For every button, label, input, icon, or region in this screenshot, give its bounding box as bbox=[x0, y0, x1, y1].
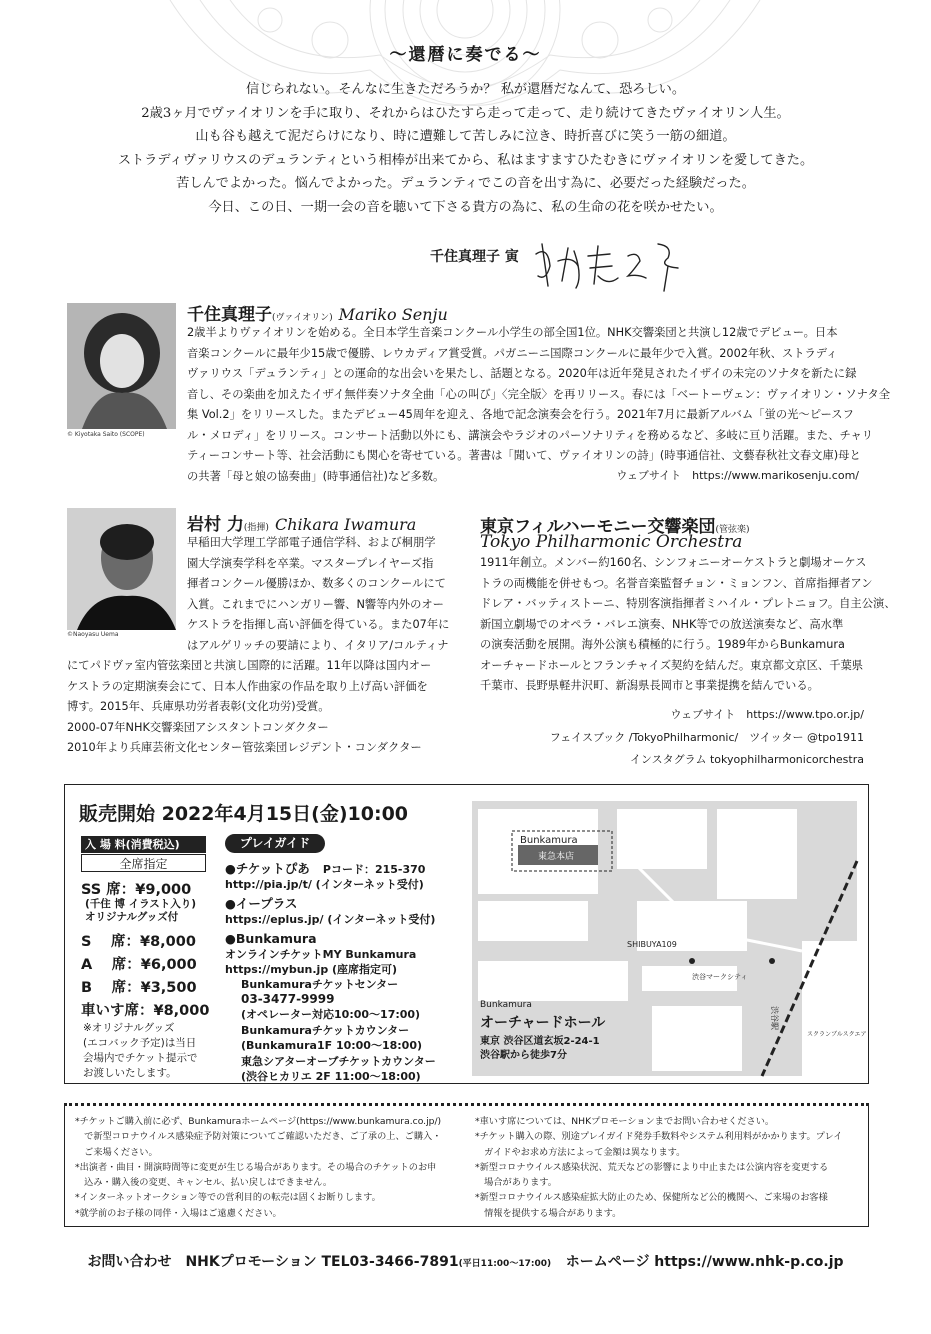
playguide-pia bbox=[225, 858, 425, 892]
orb-ticket-counter bbox=[241, 1054, 436, 1084]
bio-line: 2歳半よりヴァイオリンを始める。全日本学生音楽コンクール小学生の部全国1位。NHK交響楽団と共演し12歳でデビュー。日本 bbox=[187, 326, 838, 339]
tpo-website-link[interactable]: ウェブサイト https://www.tpo.or.jp/ bbox=[670, 708, 864, 721]
bio-line: はアルゲリッチの要請により、イタリア/コルティナ bbox=[187, 638, 449, 652]
tpo-social-links[interactable]: フェイスブック /TokyoPhilharmonic/ ツイッター @tpo1911 bbox=[549, 731, 864, 744]
tpo-name: 東京フィルハーモニー交響楽団 bbox=[480, 517, 716, 537]
bio-line: 新国立劇場でのオペラ・バレエ演奏、NHK等での放送演奏など、高水準 bbox=[480, 617, 844, 631]
price-header: 入 場 料(消費税込) bbox=[81, 836, 206, 853]
goods-note bbox=[83, 1021, 198, 1081]
senju-website-link[interactable]: ウェブサイト https://www.marikosenju.com/ bbox=[616, 469, 859, 482]
ticket-center-name: Bunkamuraチケットセンター bbox=[241, 978, 399, 991]
note-line: *就学前のお子様の同伴・入場はご遠慮ください。 bbox=[75, 1207, 282, 1219]
price-a: A 席：¥6,000 bbox=[81, 957, 197, 973]
contact-hours: (平日11:00〜17:00) bbox=[458, 1259, 552, 1269]
note-line: ご来場ください。 bbox=[75, 1146, 158, 1158]
sale-start: 販売開始 2022年4月15日(金)10:00 bbox=[79, 803, 409, 825]
handwritten-signature bbox=[528, 236, 688, 296]
hall-address bbox=[480, 1035, 600, 1063]
senju-role: (ヴァイオリン) bbox=[272, 313, 333, 323]
goods-note-line: 会場内でチケット提示で bbox=[83, 1052, 198, 1064]
map-label-tokyu: 東急本店 bbox=[538, 852, 575, 862]
iwamura-bio-wide bbox=[67, 656, 457, 759]
note-line: *チケット購入の際、別途プレイガイド発券手数料やシステム利用料がかかります。プレイ bbox=[475, 1131, 843, 1143]
hall-address-line: 東京 渋谷区道玄坂2-24-1 bbox=[480, 1036, 600, 1047]
playguide-name: ●チケットぴあ bbox=[225, 861, 310, 876]
bio-line: 博す。2015年、兵庫県功労者表彰(文化功労)受賞。 bbox=[67, 700, 330, 713]
bio-line: ケストラを指揮し高い評価を得ている。また07年に bbox=[187, 618, 450, 631]
bio-line: ティーコンサート等、社会活動にも関心を寄せている。著書は「聞いて、ヴァイオリンの詩」(時事通信社、文藝春秋社文春文庫)母と bbox=[187, 449, 861, 462]
playguide-bunkamura bbox=[225, 928, 416, 977]
notes-left bbox=[75, 1114, 441, 1221]
goods-note-line: ※オリジナルグッズ bbox=[83, 1022, 175, 1034]
poem-line: 信じられない。そんなに生きただろうか？ 私が還暦だなんて、恐ろしい。 bbox=[245, 82, 686, 97]
senju-name-heading bbox=[187, 300, 448, 325]
ticket-info-box bbox=[64, 784, 869, 1084]
playguide-header: プレイガイド bbox=[225, 834, 325, 853]
notes-box bbox=[64, 1103, 869, 1227]
ticket-counter-hours: (Bunkamura1F 10:00〜18:00) bbox=[241, 1039, 423, 1052]
map-label-shibuya109: SHIBUYA109 bbox=[627, 940, 677, 949]
price-wheelchair: 車いす席：¥8,000 bbox=[81, 1003, 210, 1019]
bio-line: 入賞。これまでにハンガリー響、N響等内外のオー bbox=[187, 597, 444, 611]
iwamura-role: (指揮) bbox=[243, 523, 269, 533]
bio-line: トラの両機能を併せもつ。名誉音楽監督チョン・ミョンフン、首席指揮者アン bbox=[480, 576, 873, 590]
bunkamura-ticket-center bbox=[241, 977, 420, 1022]
playguide-name: ●イープラス bbox=[225, 896, 298, 911]
playguide-eplus bbox=[225, 893, 435, 927]
tpo-roman-name: Tokyo Philharmonic Orchestra bbox=[480, 532, 743, 552]
bio-line: の共著「母と娘の協奏曲」(時事通信社)など多数。 bbox=[187, 469, 445, 483]
note-line: ガイドやお求め方法によって金額は異なります。 bbox=[475, 1146, 686, 1158]
note-line: *新型コロナウイルス感染症拡大防止のため、保健所など公的機関へ、ご来場のお客様 bbox=[475, 1192, 828, 1204]
bio-line: ヴァリウス「デュランティ」との運命的な出会いを果たし、話題となる。2020年は近年発見されたイザイの未完のソナタを新たに録 bbox=[187, 367, 857, 380]
note-line: *チケットご購入前に必ず、Bunkamuraホームページ(https://www.bunkamura.co.jp/) bbox=[75, 1116, 442, 1127]
senju-bio bbox=[187, 323, 891, 487]
bio-line: 園大学演奏学科を卒業。マスタープレイヤーズ指 bbox=[187, 556, 434, 570]
ticket-center-hours: (オペレーター対応10:00〜17:00) bbox=[241, 1008, 421, 1021]
pia-url[interactable]: http://pia.jp/t/ (インターネット受付) bbox=[225, 878, 424, 891]
map-label-scramble: スクランブルスクエア bbox=[807, 1031, 867, 1038]
ss-note-line: オリジナルグッズ付 bbox=[85, 911, 179, 923]
bio-line: オーチャードホールとフランチャイズ契約を結んだ。東京都文京区、千葉県 bbox=[480, 658, 864, 672]
note-line: *出演者・曲目・開演時間等に変更が生じる場合があります。その場合のチケットのお申 bbox=[75, 1161, 437, 1173]
iwamura-name-heading bbox=[187, 510, 416, 535]
note-line: *インターネットオークション等での営利目的の転売は固くお断りします。 bbox=[75, 1192, 381, 1204]
price-b: B 席：¥3,500 bbox=[81, 980, 197, 996]
bio-line: 千葉市、長野県軽井沢町、新潟県長岡市と事業提携を結んでいる。 bbox=[480, 679, 819, 692]
bio-line: 2010年より兵庫芸術文化センター管弦楽団レジデント・コンダクター bbox=[67, 741, 422, 754]
note-line: 場合があります。 bbox=[475, 1177, 557, 1189]
bio-line: ル・メロディ」をリリース。コンサート活動以外にも、講演会やラジオのパーソナリティを務めるなど、多岐に亘り活躍。また、チャリ bbox=[187, 428, 874, 442]
senju-name: 千住真理子 bbox=[187, 305, 272, 325]
tpo-bio bbox=[480, 553, 896, 697]
bio-line: 早稲田大学理工学部電子通信学科、および桐朋学 bbox=[187, 536, 436, 549]
iwamura-photo-credit: ©Naoyasu Uema bbox=[67, 631, 119, 638]
hall-address-line: 渋谷駅から徒歩7分 bbox=[480, 1050, 567, 1061]
poem-line: 今日、この日、一期一会の音を聴いて下さる貴方の為に、私の生命の花を咲かせたい。 bbox=[208, 199, 723, 215]
poem-line: ストラディヴァリウスのデュランティという相棒が出来てから、私はますますひたむきにヴァイオリンを愛してきた。 bbox=[117, 152, 814, 168]
eplus-url[interactable]: https://eplus.jp/ (インターネット受付) bbox=[225, 913, 436, 926]
poem-line: 山も谷も越えて泥だらけになり、時に遭難して苦しみに泣き、時折喜びに笑う一筋の細道。 bbox=[195, 129, 736, 145]
iwamura-photo bbox=[67, 508, 176, 630]
iwamura-roman-name: Chikara Iwamura bbox=[274, 515, 417, 534]
bio-line: 音し、その楽曲を加えたイザイ無伴奏ソナタ全曲「心の叫び」〈完全版〉を再リリース。春には「ベートーヴェン：ヴァイオリン・ソナタ全 bbox=[187, 387, 891, 401]
tpo-roman-heading bbox=[480, 532, 742, 552]
pia-pcode: Pコード：215-370 bbox=[322, 863, 426, 876]
poem-title: 〜還暦に奏でる〜 bbox=[389, 45, 542, 65]
note-line: 情報を提供する場合があります。 bbox=[475, 1207, 622, 1219]
ss-note-line: (千住 博 イラスト入り) bbox=[85, 898, 197, 910]
ticket-counter-name: Bunkamuraチケットカウンター bbox=[241, 1024, 410, 1037]
bio-line: 揮者コンクール優勝ほか、数多くのコンクールにて bbox=[187, 577, 446, 590]
price-ss: SS 席：¥9,000 bbox=[81, 882, 192, 898]
bio-line: にてパドヴァ室内管弦楽団と共演し国際的に活躍。11年以降は国内オー bbox=[67, 659, 432, 672]
seat-type: 全席指定 bbox=[81, 854, 206, 872]
senju-photo-credit: © Kiyotaka Saito (SCOPE) bbox=[67, 431, 145, 438]
bio-line: ケストラの定期演奏会にて、日本人作曲家の作品を取り上げ高い評価を bbox=[67, 679, 428, 693]
notes-right bbox=[475, 1114, 842, 1221]
poem-signature-name: 千住真理子 寅 bbox=[430, 249, 519, 265]
orb-counter-name: 東急シアターオーブチケットカウンター bbox=[241, 1055, 436, 1068]
mybun-url[interactable]: https://mybun.jp (座席指定可) bbox=[225, 963, 398, 976]
bio-line: の演奏活動を展開。海外公演も積極的に行う。1989年からBunkamura bbox=[480, 638, 845, 651]
senju-photo bbox=[67, 303, 176, 429]
iwamura-bio-narrow bbox=[187, 533, 457, 656]
homepage-link[interactable]: ホームページ https://www.nhk-p.co.jp bbox=[565, 1254, 844, 1270]
hall-name: オーチャードホール bbox=[480, 1015, 606, 1031]
goods-note-line: (エコバック予定)は当日 bbox=[83, 1037, 197, 1049]
note-line: 込み・購入後の変更、キャンセル、払い戻しはできません。 bbox=[75, 1177, 333, 1189]
senju-roman-name: Mariko Senju bbox=[338, 305, 448, 324]
poem-line: 苦しんでよかった。悩んでよかった。デュランティでこの音を出す為に、必要だった経験だった。 bbox=[176, 176, 755, 192]
playguide-name: ●Bunkamura bbox=[225, 931, 317, 946]
goods-note-line: お渡しいたします。 bbox=[83, 1067, 177, 1079]
tpo-role: (管弦楽) bbox=[715, 525, 750, 535]
bio-line: 集 Vol.2」をリリースした。またデビュー45周年を迎え、各地で記念演奏会を行う。2021年7月に最新アルバム「蛍の光〜ピースフ bbox=[187, 408, 854, 421]
tpo-instagram-link[interactable]: インスタグラム tokyophilharmonicorchestra bbox=[629, 753, 864, 766]
poem-line: 2歳3ヶ月でヴァイオリンを手に取り、それからはひたすら走って走って、走り続けてきたヴァイオリン人生。 bbox=[141, 105, 790, 121]
map-label-mark-city: 渋谷マークシティ bbox=[692, 973, 748, 981]
orb-counter-hours: (渋谷ヒカリエ 2F 11:00〜18:00) bbox=[241, 1070, 421, 1083]
bunkamura-online: オンラインチケットMY Bunkamura bbox=[225, 948, 417, 961]
bio-line: 2000-07年NHK交響楽団アシスタントコンダクター bbox=[67, 720, 329, 734]
poem-text bbox=[60, 78, 871, 220]
ticket-center-phone: 03-3477-9999 bbox=[241, 992, 335, 1006]
map-label-station: 渋谷駅 bbox=[770, 1006, 779, 1030]
bio-line: 1911年創立。メンバー約160名、シンフォニーオーケストラと劇場オーケス bbox=[480, 556, 867, 569]
bunkamura-ticket-counter bbox=[241, 1023, 422, 1053]
note-line: *車いす席については、NHKプロモーションまでお問い合わせください。 bbox=[475, 1116, 775, 1127]
footer-contact bbox=[0, 1251, 931, 1271]
note-line: *新型コロナウイルス感染状況、荒天などの影響により中止または公演内容を変更する bbox=[475, 1161, 829, 1173]
price-s: S 席：¥8,000 bbox=[81, 934, 196, 950]
iwamura-name: 岩村 力 bbox=[187, 515, 244, 535]
bio-line: ドレア・バッティストーニ、特別客演指揮者ミハイル・プレトニョフ。自主公演、 bbox=[480, 597, 896, 610]
note-line: で新型コロナウイルス感染症予防対策についてご確認いただき、ご了承の上、ご購入・ bbox=[75, 1131, 442, 1143]
bio-line: 音楽コンクールに最年少15歳で優勝、レウカディア賞受賞。パガニーニ国際コンクールに最年少で入賞。2002年秋、ストラディ bbox=[187, 346, 838, 360]
map-label-bunkamura: Bunkamura bbox=[520, 835, 578, 846]
hall-small-label: Bunkamura bbox=[480, 1000, 532, 1010]
contact-phone: お問い合わせ NHKプロモーション TEL03-3466-7891 bbox=[87, 1254, 459, 1270]
